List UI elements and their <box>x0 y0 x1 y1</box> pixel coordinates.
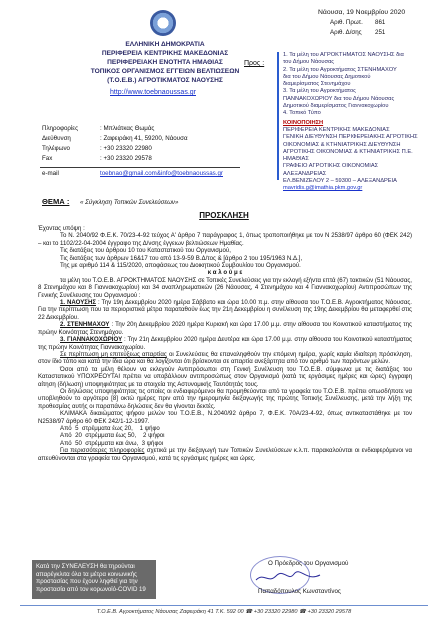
item-label: 3. ΓΙΑΝΝΑΚΟΧΩΡΙΟΥ <box>60 336 123 344</box>
cc-email-link[interactable]: mavridis.g@imathia.pkm.gov.gr <box>283 185 363 192</box>
contact-value: : Ζαφειράκη 41, 59200, Νάουσα <box>100 135 188 142</box>
divider <box>40 167 240 168</box>
paragraph: Τις διατάξεις του άρθρου 10 του Καταστατικού του Οργανισμού, <box>60 247 231 255</box>
cc-line: ΟΙΚΟΝΟΜΙΑΣ & ΚΤΗΝΙΑΤΡΙΚΗΣ ΔΙΕΥΘΥΝΣΗ <box>283 141 401 148</box>
header-line: ΕΛΛΗΝΙΚΗ ΔΗΜΟΚΡΑΤΙΑ <box>125 41 205 48</box>
item-giannakochoriou <box>38 336 412 351</box>
recipients-list <box>283 52 418 193</box>
header-line: ΠΕΡΙΦΕΡΕΙΑΚΗ ΕΝΟΤΗΤΑ ΗΜΑΘΙΑΣ <box>107 59 223 66</box>
decision-label: Αριθ. Δ/σης <box>330 29 362 36</box>
email-label: e-mail <box>42 170 59 177</box>
paragraph: Το Ν. 2040/92 Φ.Ε.Κ. 70/23-4-92 τεύχος Α' άρθρο 7 παράγραφος 1, όπως τροποποιήθηκε με τον Ν 2538/97 άρθρο 60 (ΦΕΚ 242) – και το 1102/22-04-2004 έγγραφο της Δ/νσης έγγειων βελτιώσεων Ημαθίας. <box>38 232 412 247</box>
item-text: : Την 19η Δεκεμβρίου 2020 ημέρα Σάββατο και ώρα 10.00 π.μ. στην αίθουσα του Τ.Ο.Ε.Β. Αγροκτήματος Νάουσας. Για την περίπτωση που τα περιοριστικά μέτρα παραταθούν έως την 21η Δεκεμβρίου η συνέλευση της 19ης Δεκεμβρίου θα μεταφερθεί στις 22 Δεκεμβρίου. <box>38 299 412 321</box>
body-text <box>38 225 412 462</box>
footer-text: Τ.Ο.Ε.Β. Αγροκτήματος Νάουσας Ζαφειράκη 41 Τ.Κ. 592 00 ☎ +30 23320 22980 ☎ +30 23320 29578 <box>96 609 352 615</box>
contact-value: : Μπλιάτκας Θωμάς <box>100 125 155 132</box>
recipient-line: 4. Τοπικό Τύπο <box>283 110 321 117</box>
paragraph: ΚΛΙΜΑΚΑ δικαιώματος ψήφου μελών του Τ.Ο.Ε.Β., Ν.2040/92 άρθρο 7, Φ.Ε.Κ. 70Α/23-4-92, όπως αντικαταστάθηκε με τον Ν2538/97 άρθρο 60 ΦΕΚ 242/1-12-1997. <box>38 410 412 425</box>
item-label: 2. ΣΤΕΝΗΜΑΧΟΥ <box>60 321 110 329</box>
koinopoiisi-title: ΚΟΙΝΟΠΟΙΗΣΗ <box>283 119 324 126</box>
recipient-line: 1. Τα μέλη του ΑΓΡΟΚΤΗΜΑΤΟΣ ΝΑΟΥΣΗΣ δια <box>283 52 404 58</box>
header-line: ΠΕΡΙΦΕΡΕΙΑ ΚΕΝΤΡΙΚΗΣ ΜΑΚΕΔΟΝΙΑΣ <box>101 50 229 57</box>
covid-notice-box: Κατά την ΣΥΝΕΛΕΥΣΗ θα τηρούνται απαρέγκλιτα όλα τα μέτρα κοινωνικής προστασίας που έχουν ληφθεί για την προστασία από τον κορωνοϊό-COVID 19 <box>32 560 156 599</box>
cc-line: ΑΛΕΞΑΝΔΡΕΙΑΣ <box>283 170 327 177</box>
signatory-name: Παπαδόπουλος Κωνσταντίνος <box>258 588 341 595</box>
contact-label: Fax <box>42 155 53 162</box>
pros-label: Προς : <box>244 60 265 67</box>
subject-text: « Σύγκληση Τοπικών Συνελεύσεων» <box>80 199 179 206</box>
recipient-line: δια του Δήμου Νάουσας Δημοτικού <box>283 73 371 80</box>
recipient-line: Δημοτικού διαμερίσματος Γιαννακοχωρίου <box>283 103 389 110</box>
kaloume: κ α λ ο ύ μ ε <box>207 269 243 277</box>
prot-label: Αριθ. Πρωτ. <box>330 19 363 26</box>
doc-date: Νάουσα, 19 Νοεμβρίου 2020 <box>318 9 406 16</box>
paragraph: Όσοι από τα μέλη θέλουν να εκλεγούν Αντιπρόσωποι στη Γενική Συνέλευση του Τ.Ο.Ε.Β. σύμφωνα με τις διατάξεις του Καταστατικού ΥΠΟΧΡΕΟΥΤΑΙ πρέπει να υποβάλλουν αντιπροσώπως στον Οργανισμό (κατά τις εργάσιμες ημέρες και ώρες) έγγραφη αίτηση (δήλωση) υποψηφιότητας με τα στοιχεία της Αστυνομικής Ταυτότητάς τους. <box>38 365 412 388</box>
item-text: : Την 21η Δεκεμβρίου 2020 ημέρα Δευτέρα και ώρα 17.00 μ.μ. στην αίθουσα του Κοινοτικού καταστήματος της πρώην Κοινότητας Γιαννακοχωρίου. <box>38 336 412 351</box>
cc-line: ΕΛ.ΒΕΝΙΖΕΛΟΥ 2 – 59300 – ΑΛΕΞΑΝΔΡΕΙΑ <box>283 178 397 185</box>
paragraph: Οι δηλώσεις υποψηφιότητας τις οποίες οι ενδιαφερόμενοι θα προμηθεύονται από τα γραφεία του Τ.Ο.Ε.Β. πρέπει οπωσδήποτε να υποβληθούν το αργότερο [8] οκτώ ημέρες πριν από την ημερομηνία διεξαγωγής της πρώτης Τοπικής Συνέλευσης, μετά την λήξη της προθεσμίας αυτής οι παραπάνω δηλώσεις δεν θα γίνονται δεκτές. <box>38 387 412 410</box>
contact-value: : +30 23320 29578 <box>100 155 152 162</box>
greek-emblem-icon <box>150 10 176 36</box>
handwritten-signature-icon <box>254 570 324 584</box>
contact-label: Διεύθυνση <box>42 135 71 142</box>
recipient-line: 3. Τα μέλη του Αγροκτήματος <box>283 88 356 95</box>
prot-value: 861 <box>375 19 386 26</box>
scale-row: Από 50 στρέμματα και άνω, 3 ψήφοι <box>60 439 164 447</box>
blue-divider <box>277 52 279 180</box>
scale-row: Από 20 στρέμματα έως 50, 2 ψήφοι <box>60 432 165 440</box>
intro: Έχοντας υπόψη : <box>38 225 85 232</box>
contact-label: Τηλέφωνο <box>42 145 70 152</box>
cc-line: ΑΓΡΟΤΙΚΗΣ ΟΙΚΟΝΟΜΙΑΣ & ΚΤΗΝΙΑΤΡΙΚΗΣ Π.Ε. <box>283 148 413 155</box>
paragraph: Τις διατάξεις των άρθρων 16&17 του από 13-9-59 Β.Δ/τος & [άρθρο 2 του 195/1963 Ν.Δ.], <box>60 254 303 262</box>
cc-line: ΓΡΑΦΕΙΟ ΑΓΡΟΤΙΚΗΣ ΟΙΚΟΝΟΜΙΑΣ <box>283 163 379 170</box>
recipient-line: του Δήμου Νάουσας <box>283 59 335 66</box>
contact-value: : +30 23320 22980 <box>100 145 152 152</box>
recipient-line: διαμερίσματος Στενημάχου <box>283 81 351 88</box>
paragraph: τα μέλη του Τ.Ο.Ε.Β. ΑΓΡΟΚΤΗΜΑΤΟΣ ΝΑΟΥΣΗΣ σε Τοπικές Συνελεύσεις για την εκλογή εξήντα επτά (67) τακτικών (51 Νάουσας, 8 Στενημάχου και 8 Γιαννακοχωρίου) και 34 αναπληρωματικών (26 Νάουσας, 4 Στενημάχου και 4 Γιαννακοχωρίου) Αντιπροσώπων της Γενικής Συνέλευσης του Οργανισμού : <box>38 276 412 299</box>
signatory-title: Ο Πρόεδρος του Οργανισμού <box>268 560 349 567</box>
footer-divider <box>20 605 428 606</box>
org-header <box>55 40 275 85</box>
decision-value: 251 <box>375 29 386 36</box>
header-line: ΤΟΠΙΚΟΣ ΟΡΓΑΝΙΣΜΟΣ ΕΓΓΕΙΩΝ ΒΕΛΤΙΩΣΕΩΝ <box>90 68 240 75</box>
paragraph: Για περισσότερες πληροφορίες σχετικά με την διεξαγωγή των Τοπικών Συνελεύσεων κ.λ.π. παρακαλούνται οι ενδιαφερόμενοι να απευθύνονται στα γραφεία του Οργανισμού, κατά τις εργάσιμες ημέρες και ώρες. <box>38 447 412 462</box>
header-line: (Τ.Ο.Ε.Β.) ΑΓΡΟΤΙΚΜΑΤΟΣ ΝΑΟΥΣΗΣ <box>107 77 223 84</box>
paragraph: Της με αριθμό 114 & 115/2020, αποφάσεως του Διοικητικού Συμβουλίου του Οργανισμού. <box>60 262 301 270</box>
paragraph: Σε περίπτωση μη επιτεύξεως απαρτίας οι Συνελεύσεις θα επαναληφθούν την επόμενη ημέρα, χωρίς καμία ιδιαίτερη πρόσκληση, στον ίδιο τόπο και κατά την ίδια ώρα και θα λογίζονται ότι βρίσκονται σε απαρτία ανεξάρτητα από τον αριθμό των παρόντων μελών. <box>38 350 412 366</box>
body-title: ΠΡΟΣΚΛΗΣΗ <box>199 211 249 220</box>
item-stenimachou <box>38 321 412 336</box>
item-label: 1. ΝΑΟΥΣΗΣ <box>60 299 97 307</box>
recipient-line: 2. Τα μέλη του Αγροκτήματος ΣΤΕΝΗΜΑΧΟΥ <box>283 66 397 73</box>
cc-line: ΠΕΡΙΦΕΡΕΙΑ ΚΕΝΤΡΙΚΗΣ ΜΑΚΕΔΟΝΙΑΣ <box>283 126 390 133</box>
scale-row: Από 5 στρέμματα έως 20, 1 ψήφο <box>60 424 160 432</box>
recipient-line: ΠΑΝΝΑΚΟΧΩΡΙΟΥ δια του Δήμου Νάουσας <box>283 95 395 102</box>
contact-label: Πληροφορίες <box>42 125 79 132</box>
cc-line: ΗΜΑΘΙΑΣ <box>283 156 309 163</box>
item-text: : Την 20η Δεκεμβρίου 2020 ημέρα Κυριακή και ώρα 17.00 μ.μ. στην αίθουσα του Κοινοτικού καταστήματος της πρώην Κοινότητας Στενημάχου. <box>38 321 412 336</box>
website-link[interactable]: http://www.toebnaoussas.gr <box>110 89 196 96</box>
item-naousa <box>38 299 412 321</box>
cc-line: ΓΕΝΙΚΗ ΔΙΕΥΘΥΝΣΗ ΠΕΡΙΦΕΡΕΙΑΚΗΣ ΑΓΡΟΤΙΚΗΣ <box>283 134 418 141</box>
subject-label: ΘΕΜΑ : <box>42 197 70 206</box>
email-link[interactable]: toebnao@gmail.com&info@toebnaoussas.gr <box>100 170 223 177</box>
